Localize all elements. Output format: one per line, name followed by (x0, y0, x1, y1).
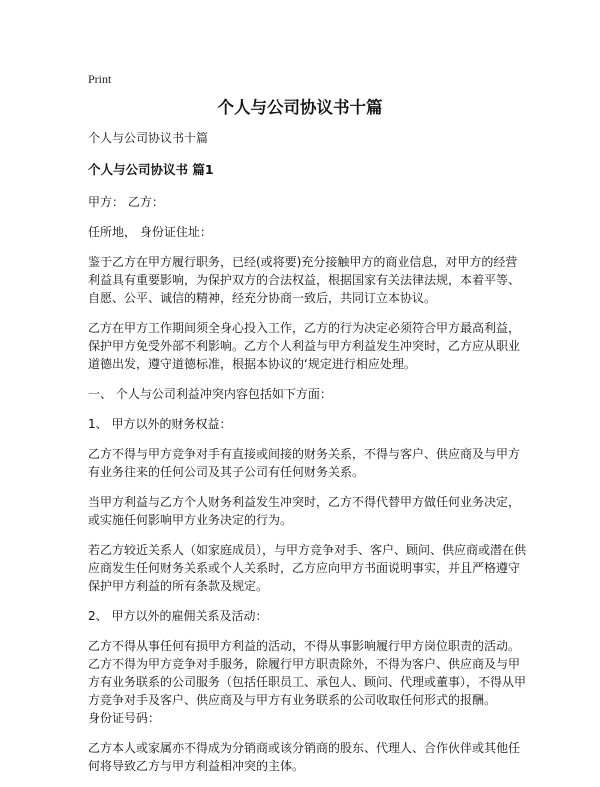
paragraph-family-distributor: 乙方本人或家属亦不得成为分销商或该分销商的股东、代理人、合作伙伴或其他任何将导致乙方与甲方利益相冲突的主体。 (88, 741, 521, 773)
paragraph-related-persons: 若乙方较近关系人（如家庭成员），与甲方竞争对手、客户、顾问、供应商或潜在供应商发生任何财务关系或个人关系时，乙方应向甲方书面说明事实，并且严格遵守保护甲方利益的所有条款及规定。 (88, 543, 527, 593)
heading-financial-interests: 1、 甲方以外的财务权益： (88, 417, 232, 431)
paragraph-employment-restrictions: 乙方不得从事任何有损甲方利益的活动，不得从事影响履行甲方岗位职责的活动。乙方不得为甲方竞争对手服务，除履行甲方职责除外，不得为客户、供应商及与甲方有业务联系的公司服务（包括任职员工、承包人、顾问、代理或董事），不得从甲方竞争对手及客户、供应商及与甲方有业务联系的公司收取任何形式的报酬。 (88, 639, 527, 707)
heading-conflict-scope: 一、 个人与公司利益冲突内容包括如下方面： (88, 387, 332, 401)
paragraph-address: 任所地， 身份证住址： (88, 225, 212, 239)
document-title: 个人与公司协议书十篇 (217, 98, 383, 117)
heading-employment-activities: 2、 甲方以外的雇佣关系及活动： (88, 609, 268, 623)
document-subtitle: 个人与公司协议书十篇 (88, 131, 209, 145)
paragraph-duty: 乙方在甲方工作期间须全身心投入工作，乙方的行为决定必须符合甲方最高利益，保护甲方免受外部不利影响。乙方个人利益与甲方利益发生冲突时，乙方应从职业道德出发，遵守道德标准，根据本协议的‘规定进行相应处理。 (88, 321, 521, 371)
section-heading: 个人与公司协议书 篇1 (88, 162, 214, 177)
print-link[interactable]: Print (88, 72, 112, 86)
document-body (88, 129, 528, 787)
paragraph-parties: 甲方： 乙方： (88, 195, 164, 209)
paragraph-preamble: 鉴于乙方在甲方履行职务，已经(或将要)充分接触甲方的商业信息，对甲方的经营利益具有重要影响，为保护双方的合法权益，根据国家有关法律法规，本着平等、自愿、公平、诚信的精神，经充分协商一致后，共同订立本协议。 (88, 255, 521, 305)
paragraph-financial-relations: 乙方不得与甲方竞争对手有直接或间接的财务关系，不得与客户、供应商及与甲方有业务往来的任何公司及其子公司有任何财务关系。 (88, 447, 521, 479)
paragraph-decision-conflict: 当甲方利益与乙方个人财务利益发生冲突时，乙方不得代替甲方做任何业务决定，或实施任何影响甲方业务决定的行为。 (88, 495, 521, 527)
paragraph-id-number: 身份证号码： (88, 711, 161, 725)
